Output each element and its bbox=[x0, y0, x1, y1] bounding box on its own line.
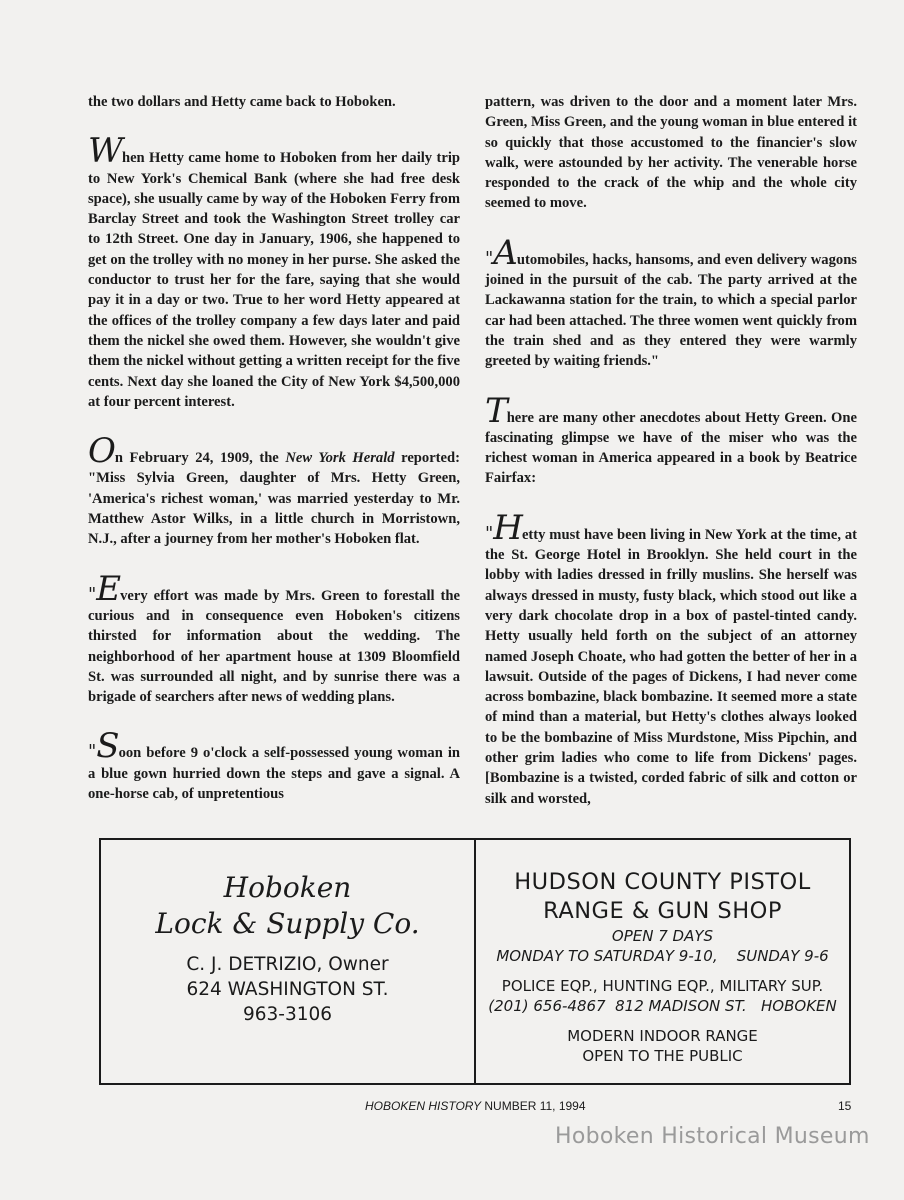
paragraph: There are many other anecdotes about Hetty Green. One fascinating glimpse we have of the miser who was the richest woman in America appeared in a book by Beatrice Fairfax: bbox=[485, 390, 857, 487]
drop-cap: T bbox=[485, 390, 507, 431]
lock-address: 624 WASHINGTON ST. bbox=[186, 979, 389, 1000]
drop-cap: S bbox=[96, 726, 119, 767]
paragraph: "Hetty must have been living in New York at the time, at the St. George Hotel in Brooklyn. She held court in the lobby with ladies dressed in frilly muslins. She herself was always dressed in musty, fusty black, which stood out like a very dark chocolate drop in a box of pastel-tinted candy. Hetty usually held forth on the subject of an attorney named Joseph Choate, who had gotten the better of her in a lawsuit. Outside of the pages of Dickens, I had never come across bombazine, black bombazine. It seemed more a state of mind than a material, but Hetty's clothes always looked to be the bombazine of Miss Murdstone, Miss Pipchin, and other grim ladies who come to life from Dickens' pages. [Bombazine is a twisted, corded fabric of silk and cotton or silk and worsted, bbox=[485, 507, 857, 807]
museum-watermark: Hoboken Historical Museum bbox=[555, 1124, 870, 1149]
gun-shop-ad bbox=[476, 840, 849, 1083]
newspaper-title: New York Herald bbox=[285, 450, 395, 467]
gun-shop-open: OPEN 7 DAYS bbox=[611, 927, 714, 945]
lock-supply-name: Hoboken Lock & Supply Co. bbox=[155, 871, 420, 940]
lock-supply-ad bbox=[101, 840, 476, 1083]
gun-shop-title-line1: HUDSON COUNTY PISTOL bbox=[514, 869, 811, 895]
publication-name: HOBOKEN HISTORY bbox=[365, 1099, 482, 1113]
gun-shop-contact: (201) 656-4867 812 MADISON ST. HOBOKEN bbox=[488, 997, 837, 1015]
drop-cap: A bbox=[493, 232, 517, 273]
article-column-left bbox=[88, 92, 460, 833]
gun-shop-range-line1: MODERN INDOOR RANGE bbox=[567, 1027, 758, 1045]
lock-owner: C. J. DETRIZIO, Owner bbox=[186, 954, 389, 975]
gun-shop-range-line2: OPEN TO THE PUBLIC bbox=[582, 1047, 743, 1065]
article-column-right bbox=[485, 92, 857, 838]
paragraph: "Every effort was made by Mrs. Green to forestall the curious and in consequence even Hoboken's citizens thirsted for information about the wedding. The neighborhood of her apartment house at 1309 Bloomfield St. was surrounded all night, and by sunrise there was a brigade of searchers after news of wedding plans. bbox=[88, 568, 460, 706]
paragraph: On February 24, 1909, the New York Herald reported: "Miss Sylvia Green, daughter of Mrs. Hetty Green, 'America's richest woman,' was married yesterday to Mr. Matthew Astor Wilks, in a little church in Morristown, N.J., after a journey from her mother's Hoboken flat. bbox=[88, 431, 460, 548]
paragraph: pattern, was driven to the door and a moment later Mrs. Green, Miss Green, and the young woman in blue entered it so quickly that those accustomed to the financier's slow walk, were astounded by her activity. The venerable horse responded to the crack of the whip and the whole city seemed to move. bbox=[485, 94, 857, 212]
drop-cap: H bbox=[493, 507, 522, 548]
gun-shop-title-line2: RANGE & GUN SHOP bbox=[543, 898, 782, 924]
paragraph: "Soon before 9 o'clock a self-possessed young woman in a blue gown hurried down the steps and gave a signal. A one-horse cab, of unpretentious bbox=[88, 726, 460, 803]
paragraph: "Automobiles, hacks, hansoms, and even delivery wagons joined in the pursuit of the cab. The party arrived at the Lackawanna station for the train, to which a special parlor car had been attached. The three women went quickly from the train shed and as they entered they were warmly greeted by waiting friends." bbox=[485, 232, 857, 370]
lock-phone: 963-3106 bbox=[242, 1004, 333, 1025]
paragraph: When Hetty came home to Hoboken from her daily trip to New York's Chemical Bank (where she had free desk space), she usually came by way of the Hoboken Ferry from Barclay Street and took the Washington Street trolley car to 12th Street. One day in January, 1906, she happened to get on the trolley with no money in her purse. She asked the conductor to trust her for the fare, saying that she would pay it in a day or two. True to her word Hetty appeared at the offices of the trolley company a few days later and paid them the nickel she owed them. However, she wouldn't give them the nickel without getting a written receipt for the five cents. Next day she loaned the City of New York $4,500,000 at four percent interest. bbox=[88, 131, 460, 410]
drop-cap: W bbox=[88, 131, 122, 172]
gun-shop-hours: MONDAY TO SATURDAY 9-10, SUNDAY 9-6 bbox=[496, 947, 829, 965]
drop-cap: E bbox=[96, 568, 121, 609]
issue-number: NUMBER 11, 1994 bbox=[484, 1099, 586, 1113]
paragraph: the two dollars and Hetty came back to Hoboken. bbox=[88, 94, 396, 110]
page-number: 15 bbox=[838, 1099, 852, 1113]
advertisement-box bbox=[99, 838, 851, 1085]
gun-shop-equipment: POLICE EQP., HUNTING EQP., MILITARY SUP. bbox=[501, 977, 824, 995]
drop-cap: O bbox=[88, 431, 115, 472]
page-footer bbox=[365, 1099, 586, 1113]
